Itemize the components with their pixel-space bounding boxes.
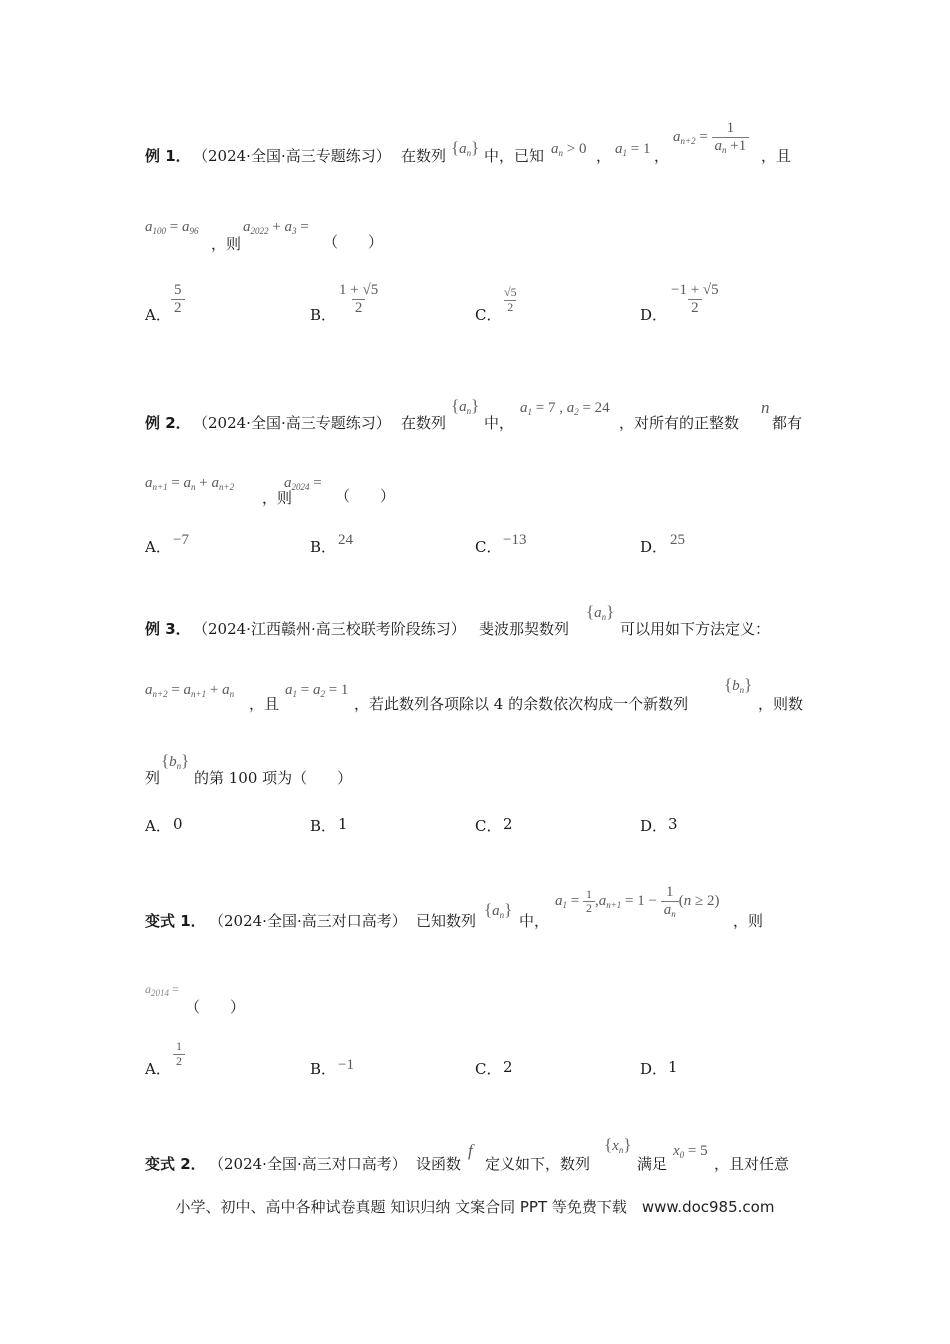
ex3-option-d[interactable] xyxy=(640,815,800,855)
var1-text-1: 已知数列 xyxy=(416,912,477,930)
ex3-text-5: ，则数 xyxy=(758,695,804,713)
ex1-source: （2024·全国·高三专题练习） xyxy=(193,147,391,165)
var1-math-an-set: $\{a_n\}$ xyxy=(484,900,513,920)
ex3-text-7: 的第 100 项为（ ） xyxy=(194,769,353,787)
ex1-text-2: 中，已知 xyxy=(484,147,545,165)
ex2-text-5: ，则 xyxy=(262,489,293,507)
ex1-math-a1: $a_1 = 1$ xyxy=(615,141,651,158)
ex2-text-1: 在数列 xyxy=(401,414,447,432)
option-label: B． xyxy=(310,306,337,324)
option-value: 2 xyxy=(503,815,513,833)
ex2-label: 例 2． xyxy=(145,414,191,432)
option-label: B． xyxy=(310,817,337,835)
ex3-math-initial: $a_1 = a_2 = 1$ xyxy=(285,682,349,699)
var2-text-1: 设函数 xyxy=(416,1155,462,1173)
ex1-text-4: ， xyxy=(654,147,670,165)
option-value: −7 xyxy=(173,532,189,548)
ex1-text-3: ， xyxy=(596,147,612,165)
ex2-math-recurrence: $a_{n+1} = a_n + a_{n+2}$ xyxy=(145,475,235,492)
ex1-option-c[interactable] xyxy=(475,282,635,322)
option-value: $\frac{-1 + √5}{2}$ xyxy=(671,282,719,317)
ex2-option-d[interactable] xyxy=(640,532,800,572)
ex2-option-b[interactable] xyxy=(310,532,470,572)
option-value: $\frac{1 + √5}{2}$ xyxy=(339,282,379,317)
ex1-math-an-pos: $a_n > 0$ xyxy=(551,141,587,158)
option-value: 1 xyxy=(668,1058,678,1076)
option-label: C． xyxy=(475,538,502,556)
var1-text-3: ，则 xyxy=(733,912,764,930)
ex3-option-b[interactable] xyxy=(310,815,470,855)
var1-label: 变式 1． xyxy=(145,912,206,930)
option-value: $\frac{5}{2}$ xyxy=(171,282,185,318)
option-label: B． xyxy=(310,1060,337,1078)
option-value: 1 xyxy=(338,815,348,833)
ex2-math-initial: $a_1 = 7$ , $a_2 = 24$ xyxy=(520,400,610,417)
ex1-text-5: ，且 xyxy=(761,147,792,165)
option-label: C． xyxy=(475,306,502,324)
ex3-line-2 xyxy=(145,675,810,720)
var2-text-4: ，且对任意 xyxy=(714,1155,790,1173)
var2-source: （2024·全国·高三对口高考） xyxy=(209,1155,407,1173)
var1-line-1 xyxy=(145,884,810,942)
option-value: 3 xyxy=(668,815,678,833)
ex3-text-6: 列 xyxy=(145,769,161,787)
var2-math-xn-set: $\{x_n\}$ xyxy=(604,1135,632,1155)
ex1-math-sum: $a_{2022} + a_3$ = xyxy=(243,219,309,236)
option-value: 0 xyxy=(173,815,183,833)
ex2-option-c[interactable] xyxy=(475,532,635,572)
option-label: C． xyxy=(475,817,502,835)
var2-text-2: 定义如下，数列 xyxy=(485,1155,591,1173)
ex2-paren: （ ） xyxy=(335,487,396,505)
ex1-line-2 xyxy=(145,219,810,259)
option-label: B． xyxy=(310,538,337,556)
ex2-line-2 xyxy=(145,473,810,513)
ex3-line-3 xyxy=(145,751,810,794)
ex1-option-b[interactable] xyxy=(310,282,470,322)
ex2-text-2: 中， xyxy=(484,414,515,432)
ex3-text-3: ，且 xyxy=(249,695,280,713)
ex2-text-4: 都有 xyxy=(772,414,803,432)
ex2-math-n: n xyxy=(761,398,770,417)
ex1-option-a[interactable] xyxy=(145,282,305,322)
option-label: D． xyxy=(640,1060,668,1078)
ex2-source: （2024·全国·高三专题练习） xyxy=(193,414,391,432)
var2-label: 变式 2． xyxy=(145,1155,206,1173)
ex1-text-1: 在数列 xyxy=(401,147,447,165)
ex3-source: （2024·江西赣州·高三校联考阶段练习） xyxy=(193,620,466,638)
ex3-text-2: 可以用如下方法定义： xyxy=(620,620,771,638)
var1-math-a2014: $a_{2014}$ = xyxy=(145,982,179,998)
option-value: 2 xyxy=(503,1058,513,1076)
ex3-label: 例 3． xyxy=(145,620,191,638)
var1-option-d[interactable] xyxy=(640,1040,800,1080)
var1-source: （2024·全国·高三对口高考） xyxy=(209,912,407,930)
option-value: 24 xyxy=(338,532,353,548)
ex3-math-bn-set: $\{b_n\}$ xyxy=(724,675,753,695)
option-label: A． xyxy=(145,817,171,835)
ex3-math-recurrence: $a_{n+2} = a_{n+1} + a_n$ xyxy=(145,682,235,699)
ex2-math-a2024: $a_{2024}$ = xyxy=(284,475,322,492)
var2-math-x0: $x_0 = 5$ xyxy=(673,1143,708,1160)
ex3-math-an-set: $\{a_n\}$ xyxy=(586,602,615,622)
var1-math-recurrence: $a_1$ = $\frac{1}{2}$ $,a_{n+1} = 1$ − $\frac{1}{a_n}$ (n ≥ 2) xyxy=(555,884,720,920)
ex3-option-c[interactable] xyxy=(475,815,635,855)
ex3-line-1 xyxy=(145,602,810,652)
ex3-option-a[interactable] xyxy=(145,815,305,855)
ex1-math-recurrence: $a_{n+2}$ = $\frac{1}{a_n +1}$ xyxy=(673,120,749,156)
ex1-paren: （ ） xyxy=(323,233,384,251)
ex2-line-1 xyxy=(145,396,810,440)
var2-math-f: f xyxy=(468,1141,473,1160)
option-value: 25 xyxy=(670,532,685,548)
option-label: A． xyxy=(145,1060,171,1078)
var1-text-2: 中， xyxy=(519,912,550,930)
ex3-text-4: ，若此数列各项除以 4 的余数依次构成一个新数列 xyxy=(354,695,689,713)
ex1-label: 例 1． xyxy=(145,147,191,165)
ex3-text-1: 斐波那契数列 xyxy=(479,620,570,638)
option-value: $\frac{√5}{2}$ xyxy=(504,285,517,314)
option-value: $\frac{1}{2}$ xyxy=(173,1040,185,1069)
ex1-option-d[interactable] xyxy=(640,282,800,322)
option-label: A． xyxy=(145,538,171,556)
option-value: −13 xyxy=(503,532,527,548)
option-label: D． xyxy=(640,306,668,324)
var1-option-c[interactable] xyxy=(475,1040,635,1080)
page-footer: 小学、初中、高中各种试卷真题 知识归纳 文案合同 PPT 等免费下载 www.doc985.com xyxy=(175,1198,775,1216)
ex2-option-a[interactable] xyxy=(145,532,305,572)
option-label: A． xyxy=(145,306,171,324)
var1-option-b[interactable] xyxy=(310,1040,470,1080)
option-label: C． xyxy=(475,1060,502,1078)
ex2-math-an-set: $\{a_n\}$ xyxy=(451,396,480,416)
ex1-line-1 xyxy=(145,120,810,178)
var1-paren: （ ） xyxy=(185,998,246,1016)
option-value: −1 xyxy=(338,1057,354,1073)
ex3-math-bn-set-2: $\{b_n\}$ xyxy=(161,751,190,771)
var2-line-1 xyxy=(145,1135,810,1181)
var1-option-a[interactable] xyxy=(145,1040,305,1080)
option-label: D． xyxy=(640,817,668,835)
ex1-text-6: ，则 xyxy=(211,235,242,253)
var1-line-2 xyxy=(145,982,810,1022)
ex1-math-an-set: $\{a_n\}$ xyxy=(451,138,480,158)
option-label: D． xyxy=(640,538,668,556)
var2-text-3: 满足 xyxy=(637,1155,668,1173)
ex1-math-a100: $a_{100} = a_{96}$ xyxy=(145,219,199,236)
ex2-text-3: ，对所有的正整数 xyxy=(619,414,740,432)
